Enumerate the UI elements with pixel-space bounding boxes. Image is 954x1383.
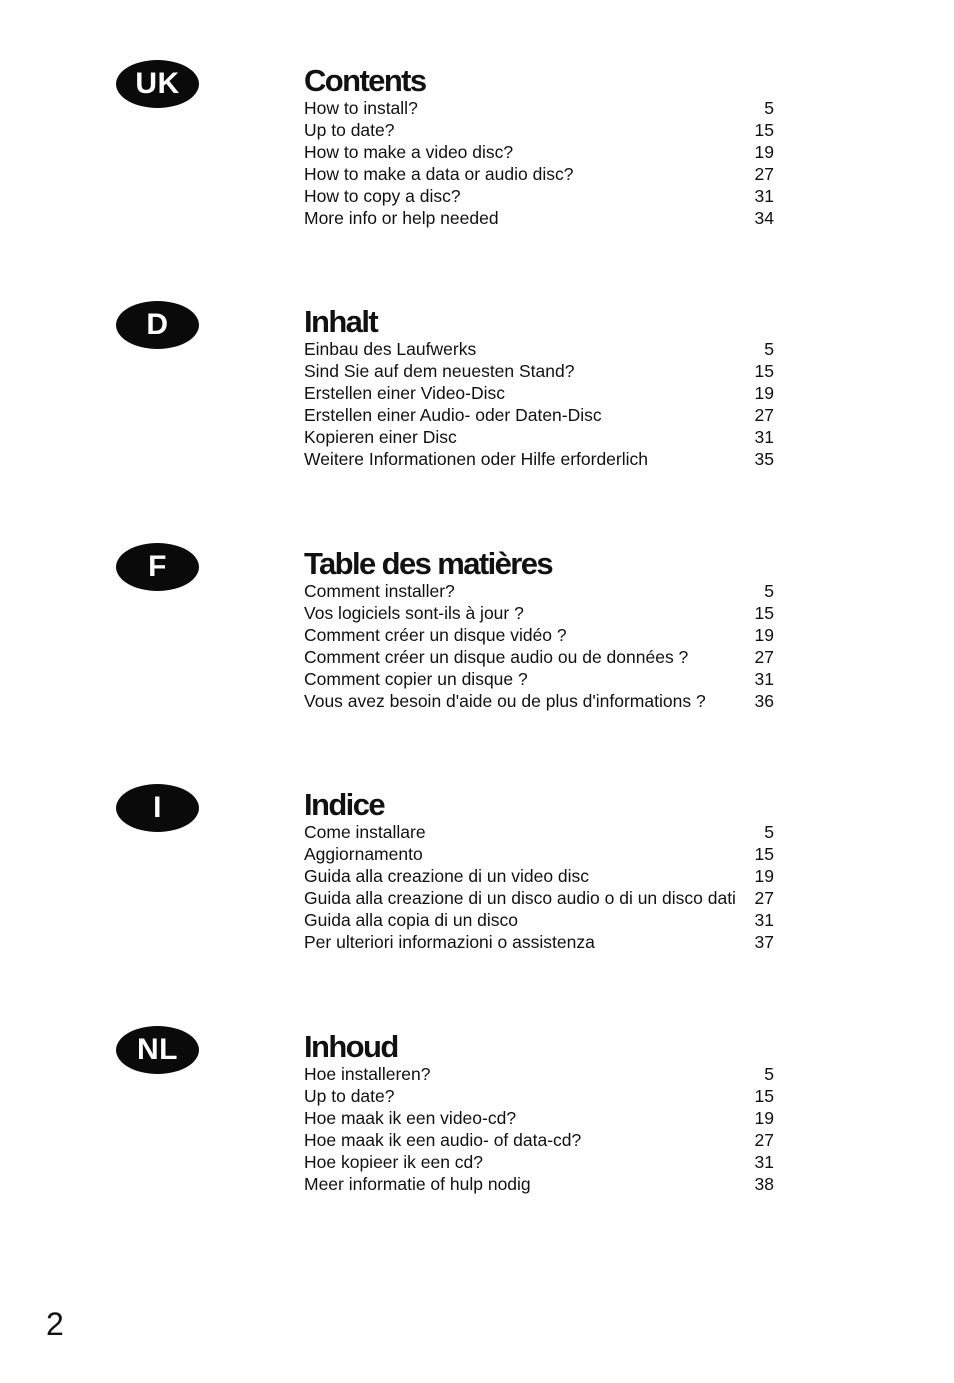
language-badge-nl: NL [116,1026,199,1074]
toc-item[interactable] [304,141,774,163]
toc-item-page: 38 [754,1174,774,1194]
toc-item[interactable] [304,602,774,624]
section-title-uk: Contents [304,63,426,98]
toc-item-page: 31 [754,1152,774,1172]
language-badge-d: D [116,301,199,349]
toc-item[interactable] [304,163,774,185]
toc-item-page: 19 [754,866,774,886]
toc-item[interactable] [304,646,774,668]
toc-item-label: Per ulteriori informazioni o assistenza [304,932,595,952]
toc-item-label: Hoe installeren? [304,1064,431,1084]
toc-item-page: 15 [754,603,774,623]
toc-item-label: Aggiornamento [304,844,423,864]
toc-item-page: 34 [754,208,774,228]
toc-item-label: Comment créer un disque vidéo ? [304,625,567,645]
toc-list-f [304,580,774,712]
toc-item-page: 31 [754,427,774,447]
section-title-nl: Inhoud [304,1029,398,1064]
language-badge-uk: UK [116,60,199,108]
toc-item-label: Meer informatie of hulp nodig [304,1174,531,1194]
section-i [0,784,954,984]
toc-item[interactable] [304,580,774,602]
toc-item-page: 27 [754,1130,774,1150]
toc-item[interactable] [304,624,774,646]
toc-item[interactable] [304,119,774,141]
toc-item[interactable] [304,97,774,119]
section-nl [0,1026,954,1226]
toc-item-label: How to copy a disc? [304,186,461,206]
toc-item-page: 19 [754,142,774,162]
toc-item[interactable] [304,690,774,712]
toc-item-page: 5 [764,581,774,601]
toc-item-label: How to make a data or audio disc? [304,164,574,184]
section-uk [0,60,954,260]
toc-item[interactable] [304,865,774,887]
toc-item-page: 5 [764,1064,774,1084]
toc-item[interactable] [304,887,774,909]
toc-item-page: 31 [754,186,774,206]
toc-item-label: Erstellen einer Video-Disc [304,383,506,403]
toc-item-page: 15 [754,361,774,381]
toc-item-page: 5 [764,822,774,842]
toc-item-page: 5 [764,339,774,359]
toc-item-label: Kopieren einer Disc [304,427,457,447]
toc-item-label: Comment copier un disque ? [304,669,528,689]
toc-item-label: Vos logiciels sont-ils à jour ? [304,603,524,623]
toc-list-i [304,821,774,953]
toc-item[interactable] [304,843,774,865]
toc-item[interactable] [304,1107,774,1129]
toc-item-label: Erstellen einer Audio- oder Daten-Disc [304,405,602,425]
section-title-f: Table des matières [304,546,553,581]
toc-item-page: 31 [754,669,774,689]
toc-item[interactable] [304,931,774,953]
toc-item-page: 36 [754,691,774,711]
toc-item[interactable] [304,1063,774,1085]
toc-item-label: Up to date? [304,1086,395,1106]
toc-item-label: Guida alla creazione di un video disc [304,866,590,886]
toc-item[interactable] [304,821,774,843]
toc-item-label: Weitere Informationen oder Hilfe erforderlich [304,449,649,469]
page-number: 2 [46,1306,64,1342]
toc-item-label: Up to date? [304,120,395,140]
toc-item-label: Guida alla creazione di un disco audio o di un disco dati [304,888,736,908]
toc-item-label: Comment installer? [304,581,455,601]
toc-list-d [304,338,774,470]
toc-item-page: 35 [754,449,774,469]
toc-item-page: 37 [754,932,774,952]
toc-item-page: 27 [754,888,774,908]
toc-item[interactable] [304,426,774,448]
toc-item[interactable] [304,207,774,229]
toc-item[interactable] [304,909,774,931]
toc-item[interactable] [304,404,774,426]
toc-item-page: 19 [754,383,774,403]
toc-item-label: Guida alla copia di un disco [304,910,519,930]
toc-item[interactable] [304,448,774,470]
toc-item-label: Vous avez besoin d'aide ou de plus d'informations ? [304,691,706,711]
toc-item-page: 15 [754,120,774,140]
toc-item-page: 27 [754,647,774,667]
toc-item[interactable] [304,1173,774,1195]
toc-item-label: More info or help needed [304,208,499,228]
toc-list-uk [304,97,774,229]
toc-item[interactable] [304,1085,774,1107]
section-title-d: Inhalt [304,304,378,339]
toc-item-label: How to make a video disc? [304,142,514,162]
language-badge-f: F [116,543,199,591]
toc-item-label: Einbau des Laufwerks [304,339,477,359]
toc-list-nl [304,1063,774,1195]
toc-item[interactable] [304,338,774,360]
toc-item-page: 19 [754,1108,774,1128]
section-d [0,301,954,501]
toc-item-page: 15 [754,844,774,864]
toc-item-page: 5 [764,98,774,118]
toc-item-page: 27 [754,405,774,425]
toc-item-label: How to install? [304,98,418,118]
toc-item[interactable] [304,1151,774,1173]
toc-item[interactable] [304,382,774,404]
toc-item-page: 19 [754,625,774,645]
toc-item-label: Sind Sie auf dem neuesten Stand? [304,361,575,381]
toc-item-label: Hoe maak ik een video-cd? [304,1108,517,1128]
toc-item-page: 31 [754,910,774,930]
toc-item-label: Come installare [304,822,426,842]
toc-item[interactable] [304,360,774,382]
toc-item[interactable] [304,1129,774,1151]
language-badge-i: I [116,784,199,832]
toc-item-page: 27 [754,164,774,184]
toc-item-label: Hoe kopieer ik een cd? [304,1152,483,1172]
toc-item[interactable] [304,668,774,690]
toc-item-label: Comment créer un disque audio ou de données ? [304,647,689,667]
section-title-i: Indice [304,787,384,822]
toc-item[interactable] [304,185,774,207]
toc-item-label: Hoe maak ik een audio- of data-cd? [304,1130,582,1150]
section-f [0,543,954,743]
toc-item-page: 15 [754,1086,774,1106]
